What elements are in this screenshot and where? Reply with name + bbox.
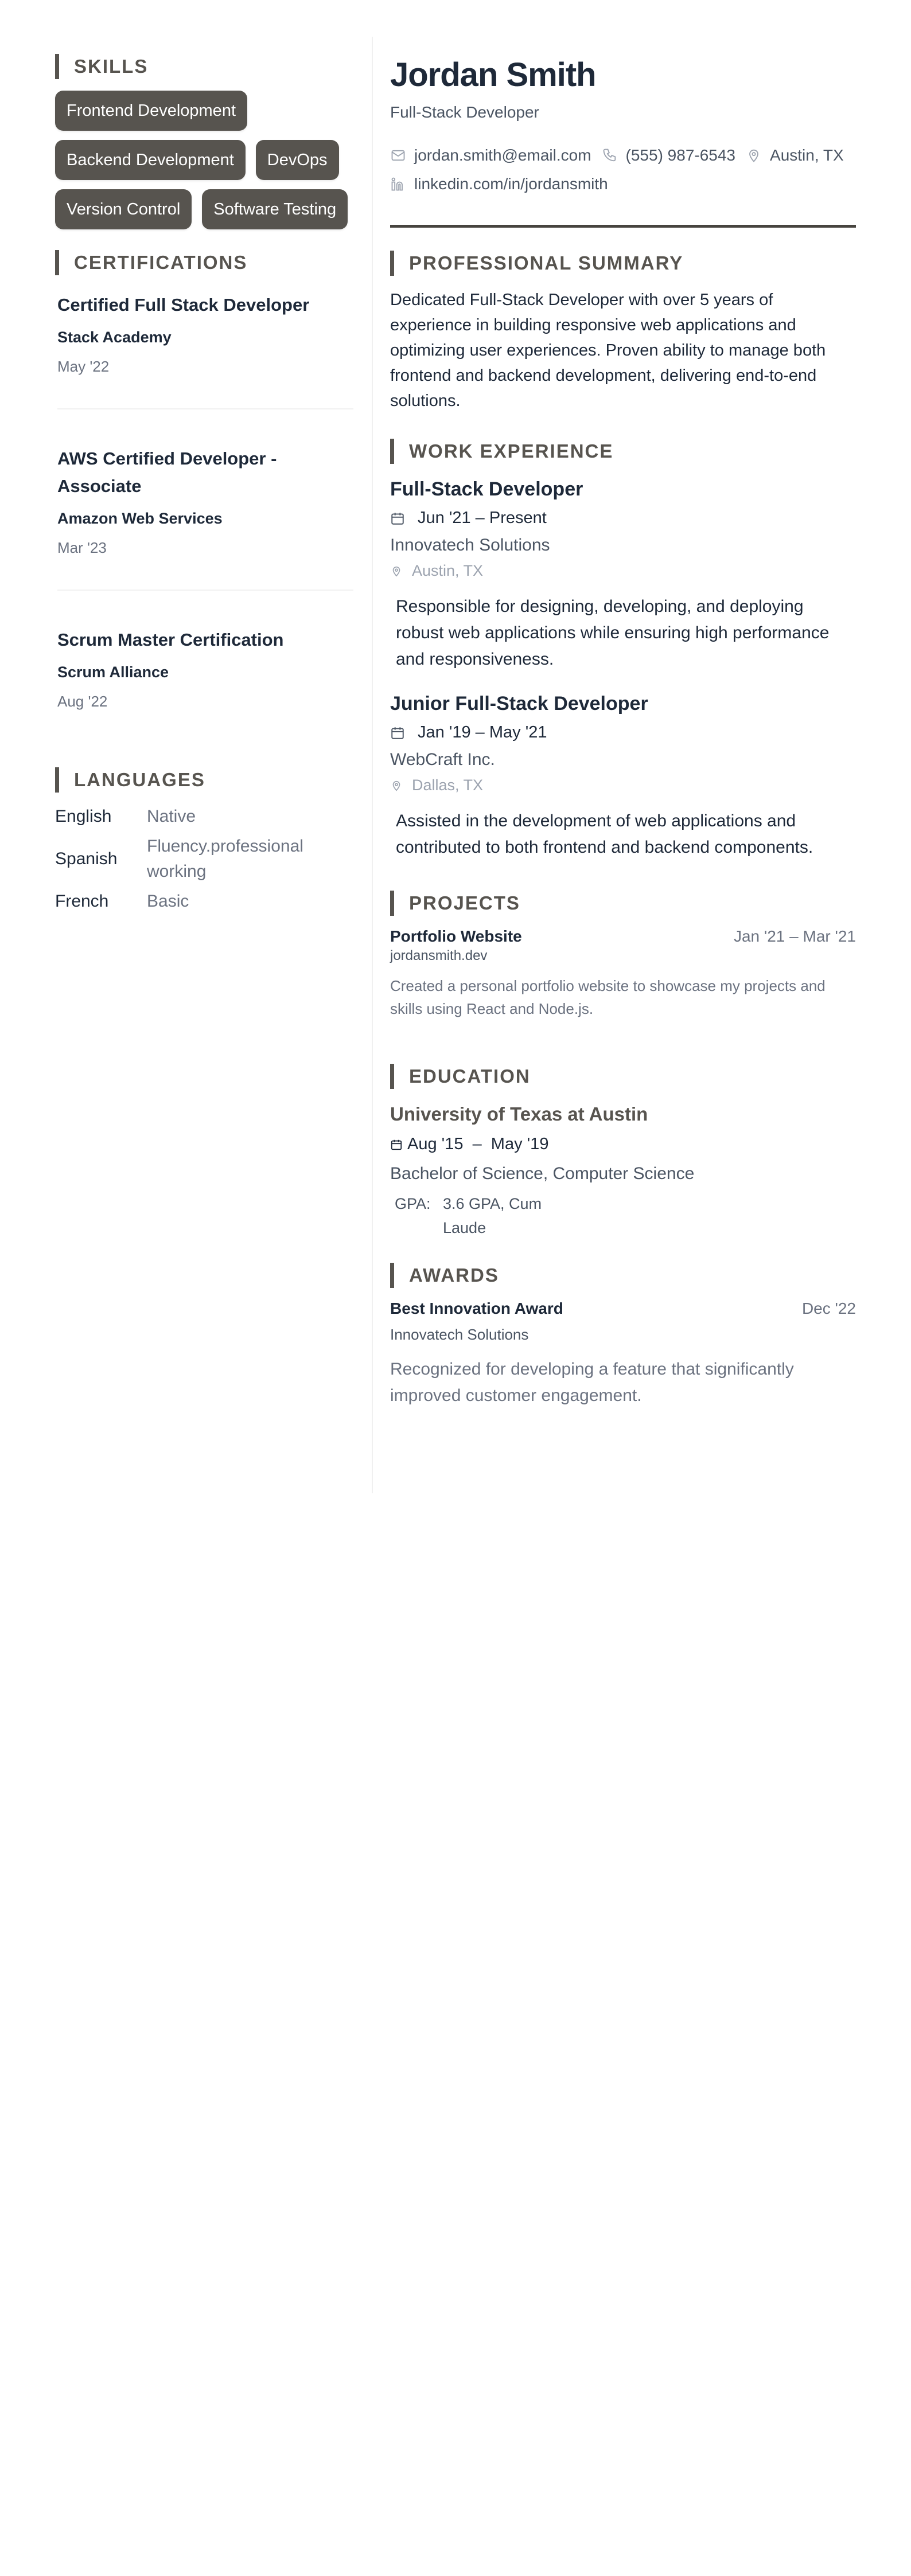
- main-column: [390, 52, 856, 1409]
- job-dates-text: Jan '19 – May '21: [418, 723, 547, 741]
- header-divider: [390, 225, 856, 228]
- project-dates: Jan '21 – Mar '21: [733, 927, 856, 945]
- mail-icon: [390, 147, 406, 163]
- contact-linkedin[interactable]: [390, 170, 608, 198]
- certification-item: [55, 287, 353, 377]
- projects-section: [390, 891, 856, 1020]
- certification-name: AWS Certified Developer - Associate: [57, 448, 277, 496]
- language-level: Native: [147, 807, 196, 826]
- language-row: [55, 889, 353, 914]
- heading-accent-bar: [390, 891, 394, 916]
- certification-date: May '22: [57, 358, 110, 375]
- phone-icon: [602, 147, 618, 163]
- heading-accent-bar: [55, 54, 59, 79]
- location-pin-icon: [390, 564, 403, 579]
- award-entry: [390, 1299, 856, 1409]
- project-entry: [390, 927, 856, 1020]
- section-heading: [390, 251, 856, 276]
- language-name: French: [55, 892, 109, 911]
- languages-section: [55, 767, 353, 914]
- award-date: Dec '22: [801, 1299, 856, 1317]
- phone-text: (555) 987-6543: [625, 146, 736, 164]
- projects-heading: PROJECTS: [409, 892, 520, 914]
- calendar-icon: [390, 725, 405, 741]
- calendar-icon: [390, 1138, 403, 1152]
- certification-date: Mar '23: [57, 539, 107, 556]
- linkedin-text: linkedin.com/in/jordansmith: [414, 175, 608, 193]
- location-pin-icon: [390, 778, 403, 793]
- awards-section: [390, 1263, 856, 1409]
- skill-chip: Version Control: [55, 189, 192, 229]
- education-section: [390, 1064, 856, 1240]
- section-heading: [55, 54, 353, 79]
- degree: Bachelor of Science, Computer Science: [390, 1164, 695, 1183]
- experience-heading: WORK EXPERIENCE: [409, 440, 614, 462]
- awards-heading: AWARDS: [409, 1264, 499, 1286]
- certification-issuer: Stack Academy: [57, 329, 172, 346]
- project-name: Portfolio Website: [390, 927, 522, 945]
- job-entry: [390, 690, 856, 861]
- heading-accent-bar: [390, 1263, 394, 1288]
- language-level: Fluency.professional working: [147, 837, 303, 881]
- section-heading: [390, 1263, 856, 1288]
- job-dates: [390, 723, 856, 742]
- skill-chip: Frontend Development: [55, 91, 247, 131]
- education-dates: [390, 1135, 856, 1154]
- sidebar: [55, 54, 353, 919]
- location-pin-icon: [746, 147, 762, 163]
- heading-accent-bar: [55, 767, 59, 793]
- contact-email[interactable]: [390, 141, 591, 170]
- section-heading: [390, 1064, 856, 1089]
- column-divider: [372, 37, 373, 1493]
- project-url[interactable]: jordansmith.dev: [390, 948, 488, 963]
- summary-text: Dedicated Full-Stack Developer with over 5 years of experience in building responsive web applications and optimizing user experiences. Proven ability to manage both frontend and backend development, delivering end-to-end solutions.: [390, 291, 826, 410]
- award-header: [390, 1299, 856, 1318]
- job-company: WebCraft Inc.: [390, 750, 495, 769]
- summary-heading: PROFESSIONAL SUMMARY: [409, 252, 684, 274]
- award-name: Best Innovation Award: [390, 1299, 563, 1317]
- project-header: [390, 927, 856, 946]
- certifications-section: [55, 250, 353, 712]
- linkedin-icon: [390, 176, 406, 192]
- skills-section: [55, 54, 353, 229]
- education-heading: EDUCATION: [409, 1065, 531, 1087]
- email-text: jordan.smith@email.com: [414, 146, 591, 164]
- language-row: [55, 804, 353, 829]
- job-description: Responsible for designing, developing, and deploying robust web applications while ensuring high performance and responsiveness.: [396, 597, 830, 669]
- languages-heading: LANGUAGES: [74, 769, 205, 790]
- award-issuer: Innovatech Solutions: [390, 1326, 529, 1343]
- gpa-label: GPA:: [395, 1195, 431, 1212]
- certification-item: [55, 622, 353, 712]
- contact-info: [390, 141, 856, 198]
- heading-accent-bar: [55, 250, 59, 275]
- divider: [57, 408, 353, 409]
- skills-heading: SKILLS: [74, 56, 149, 77]
- project-description: Created a personal portfolio website to showcase my projects and skills using React and Node.js.: [390, 977, 826, 1017]
- heading-accent-bar: [390, 251, 394, 276]
- skill-chip: Software Testing: [202, 189, 348, 229]
- experience-section: [390, 439, 856, 861]
- contact-phone[interactable]: [602, 141, 735, 170]
- language-name: Spanish: [55, 849, 118, 868]
- skills-list: [55, 91, 353, 229]
- job-dates-text: Jun '21 – Present: [418, 509, 547, 527]
- section-heading: [55, 767, 353, 793]
- skill-chip: DevOps: [256, 140, 339, 180]
- certifications-heading: CERTIFICATIONS: [74, 252, 248, 273]
- gpa: [390, 1192, 856, 1240]
- job-role: Junior Full-Stack Developer: [390, 693, 648, 715]
- job-location-text: Dallas, TX: [412, 776, 484, 794]
- certification-date: Aug '22: [57, 693, 108, 710]
- language-level: Basic: [147, 892, 189, 911]
- certification-issuer: Scrum Alliance: [57, 663, 169, 681]
- certification-issuer: Amazon Web Services: [57, 510, 223, 527]
- job-role: Full-Stack Developer: [390, 478, 583, 500]
- gpa-value: 3.6 GPA, Cum Laude: [443, 1195, 542, 1236]
- candidate-title: Full-Stack Developer: [390, 103, 539, 121]
- job-company: Innovatech Solutions: [390, 536, 550, 555]
- certification-item: [55, 440, 353, 559]
- calendar-icon: [390, 510, 405, 526]
- section-heading: [390, 891, 856, 916]
- language-row: [55, 834, 353, 884]
- resume-header: [390, 55, 856, 228]
- education-dates-text: Aug '15 – May '19: [407, 1135, 549, 1153]
- skill-chip: Backend Development: [55, 140, 246, 180]
- job-location: [390, 776, 856, 794]
- heading-accent-bar: [390, 1064, 394, 1089]
- language-name: English: [55, 807, 112, 826]
- award-description: Recognized for developing a feature that significantly improved customer engagement.: [390, 1360, 794, 1405]
- job-description: Assisted in the development of web applications and contributed to both frontend and backend components.: [396, 811, 813, 857]
- job-location-text: Austin, TX: [412, 562, 484, 579]
- heading-accent-bar: [390, 439, 394, 464]
- job-location: [390, 562, 856, 580]
- contact-location: [746, 141, 844, 170]
- school-name: University of Texas at Austin: [390, 1103, 648, 1125]
- certification-name: Scrum Master Certification: [57, 630, 284, 650]
- location-text: Austin, TX: [770, 146, 844, 164]
- certification-name: Certified Full Stack Developer: [57, 295, 310, 315]
- candidate-name: Jordan Smith: [390, 56, 596, 93]
- job-entry: [390, 475, 856, 673]
- section-heading: [390, 439, 856, 464]
- divider: [57, 590, 353, 591]
- job-dates: [390, 509, 856, 528]
- section-heading: [55, 250, 353, 275]
- summary-section: [390, 251, 856, 413]
